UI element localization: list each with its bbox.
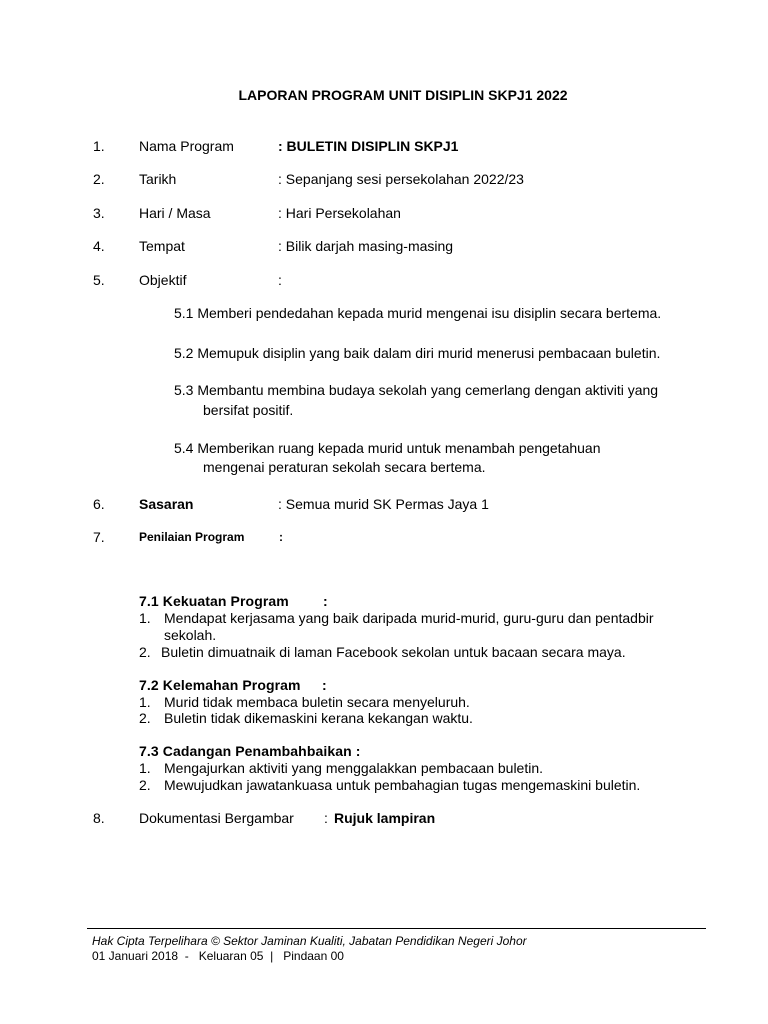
objective-5-1: 5.1 Memberi pendedahan kepada murid mengenai isu disiplin secara bertema. bbox=[174, 305, 662, 321]
section-kelemahan-colon: : bbox=[322, 677, 327, 693]
list-item-number: 1. bbox=[139, 610, 151, 626]
list-item-text: Buletin tidak dikemaskini kerana kekangan waktu. bbox=[164, 710, 473, 726]
row-number: 7. bbox=[93, 529, 105, 545]
footer-copyright: Hak Cipta Terpelihara © Sektor Jaminan Kualiti, Jabatan Pendidikan Negeri Johor bbox=[92, 934, 527, 948]
row-value-hari-masa: : Hari Persekolahan bbox=[278, 205, 401, 221]
row-number: 5. bbox=[93, 272, 105, 288]
report-title: LAPORAN PROGRAM UNIT DISIPLIN SKPJ1 2022 bbox=[238, 87, 568, 103]
row-number: 3. bbox=[93, 205, 105, 221]
footer-version: 01 Januari 2018 - Keluaran 05 | Pindaan 00 bbox=[92, 949, 344, 963]
list-item-text: Murid tidak membaca buletin secara menyeluruh. bbox=[164, 694, 470, 710]
row-label-tarikh: Tarikh bbox=[139, 171, 177, 187]
row-value-nama-program bbox=[278, 138, 458, 154]
list-item-text: Buletin dimuatnaik di laman Facebook sekolan untuk bacaan secara maya. bbox=[161, 644, 626, 660]
row-value-tempat: : Bilik darjah masing-masing bbox=[278, 238, 454, 254]
row-label-nama-program: Nama Program bbox=[139, 138, 234, 154]
list-item-continuation: sekolah. bbox=[164, 627, 217, 643]
objective-5-2: 5.2 Memupuk disiplin yang baik dalam diri murid menerusi pembacaan buletin. bbox=[174, 345, 661, 361]
list-item-text: Mendapat kerjasama yang baik daripada murid-murid, guru-guru dan pentadbir bbox=[164, 610, 654, 626]
row-colon-dokumentasi: : bbox=[324, 810, 328, 826]
row-label-sasaran: Sasaran bbox=[139, 496, 194, 512]
row-label-objektif: Objektif bbox=[139, 272, 187, 288]
section-kelemahan-heading: 7.2 Kelemahan Program bbox=[139, 677, 301, 693]
row-value-objektif: : bbox=[278, 272, 282, 288]
row-colon-penilaian: : bbox=[279, 530, 283, 544]
row-number: 8. bbox=[93, 810, 105, 826]
list-item-number: 2. bbox=[139, 777, 151, 793]
list-item-text: Mewujudkan jawatankuasa untuk pembahagian tugas mengemaskini buletin. bbox=[164, 777, 641, 793]
row-value-tarikh: : Sepanjang sesi persekolahan 2022/23 bbox=[278, 171, 524, 187]
row-number: 2. bbox=[93, 171, 105, 187]
program-name-text: : BULETIN DISIPLIN SKPJ1 bbox=[278, 138, 459, 154]
list-item-text: Mengajurkan aktiviti yang menggalakkan pembacaan buletin. bbox=[164, 760, 544, 776]
footer-divider bbox=[87, 928, 706, 929]
section-kekuatan-colon: : bbox=[323, 593, 328, 609]
row-number: 1. bbox=[93, 138, 105, 154]
section-kekuatan-heading: 7.1 Kekuatan Program bbox=[139, 593, 289, 609]
objective-5-3-continuation: bersifat positif. bbox=[203, 402, 294, 418]
row-number: 6. bbox=[93, 496, 105, 512]
objective-5-3: 5.3 Membantu membina budaya sekolah yang cemerlang dengan aktiviti yang bbox=[174, 382, 659, 398]
row-value-sasaran: : Semua murid SK Permas Jaya 1 bbox=[278, 496, 489, 512]
list-item-number: 1. bbox=[139, 760, 151, 776]
section-cadangan-heading: 7.3 Cadangan Penambahbaikan : bbox=[139, 743, 361, 759]
objective-5-4: 5.4 Memberikan ruang kepada murid untuk menambah pengetahuan bbox=[174, 440, 601, 456]
list-item-number: 2. bbox=[139, 710, 151, 726]
row-label-hari-masa: Hari / Masa bbox=[139, 205, 211, 221]
objective-5-4-continuation: mengenai peraturan sekolah secara bertema. bbox=[203, 459, 486, 475]
list-item-number: 2. bbox=[139, 644, 151, 660]
row-label-tempat: Tempat bbox=[139, 238, 185, 254]
row-number: 4. bbox=[93, 238, 105, 254]
row-label-dokumentasi: Dokumentasi Bergambar bbox=[139, 810, 294, 826]
row-value-dokumentasi: Rujuk lampiran bbox=[334, 810, 436, 826]
row-label-penilaian: Penilaian Program bbox=[139, 530, 245, 544]
list-item-number: 1. bbox=[139, 694, 151, 710]
